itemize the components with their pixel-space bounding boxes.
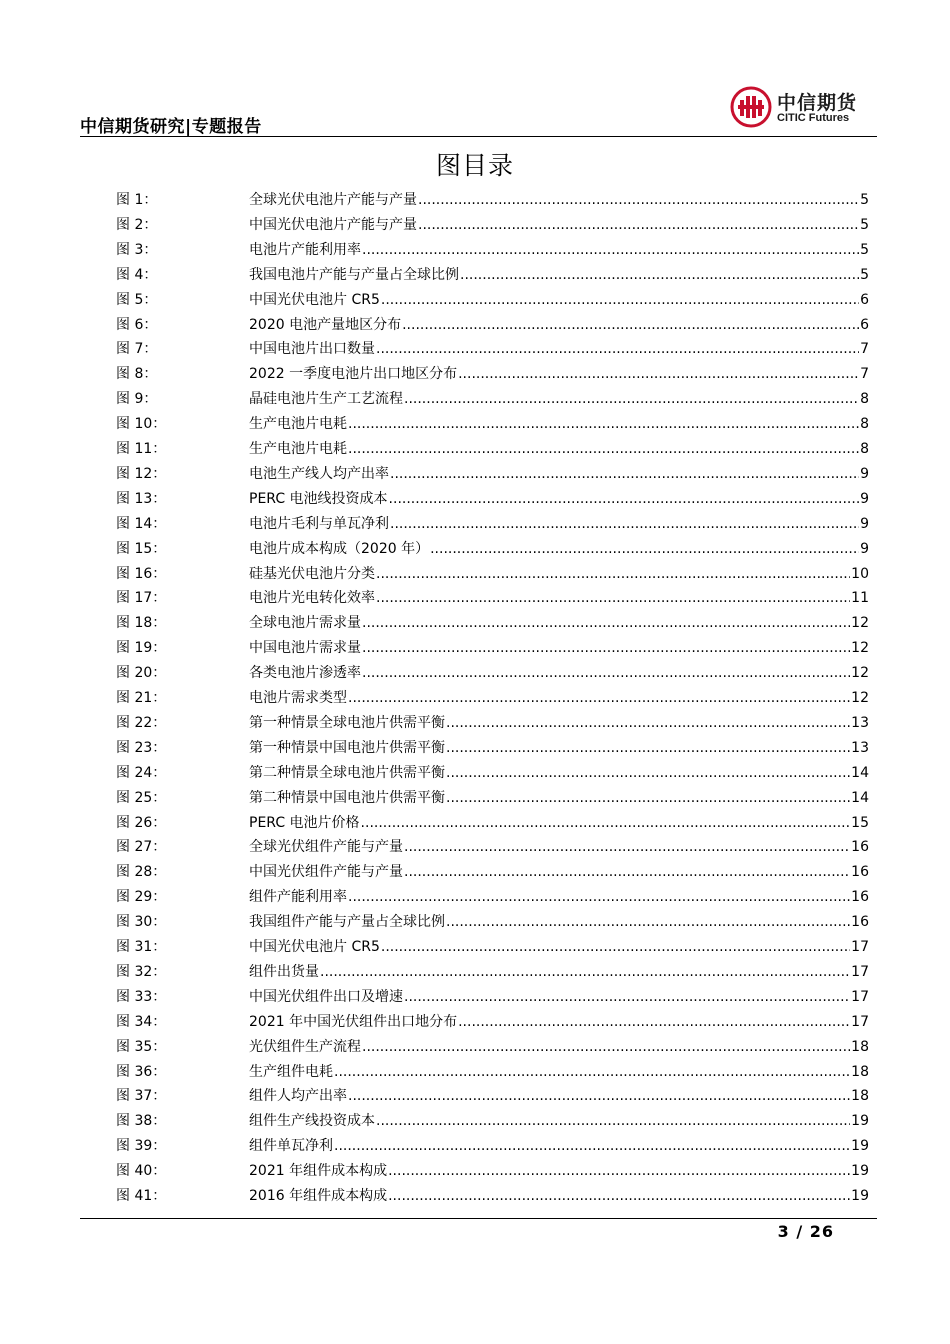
toc-row[interactable] — [0, 437, 950, 461]
toc-page-number: 9 — [860, 515, 869, 532]
toc-figure-title[interactable]: 组件产能利用率 — [249, 889, 347, 906]
toc-row[interactable] — [0, 1084, 950, 1108]
toc-figure-title[interactable]: 生产电池片电耗 — [249, 416, 347, 433]
toc-row[interactable] — [0, 686, 950, 710]
toc-figure-label: 图 30： — [116, 914, 167, 931]
toc-figure-title[interactable]: 中国光伏电池片 CR5 — [249, 291, 380, 308]
toc-figure-title[interactable]: 中国光伏电池片 CR5 — [249, 939, 380, 955]
toc-entry[interactable] — [249, 686, 869, 710]
toc-row[interactable] — [0, 835, 950, 859]
toc-row[interactable] — [0, 537, 950, 561]
toc-dot-leader — [446, 711, 850, 735]
toc-page-number: 8 — [860, 416, 869, 433]
toc-figure-title[interactable]: 中国电池片需求量 — [249, 640, 361, 657]
toc-entry[interactable] — [249, 761, 869, 785]
toc-figure-title[interactable]: 电池片毛利与单瓦净利 — [249, 515, 389, 532]
toc-entry[interactable] — [249, 412, 869, 436]
toc-entry[interactable] — [249, 1134, 869, 1158]
toc-dot-leader — [362, 611, 850, 635]
toc-dot-leader — [334, 1134, 850, 1158]
toc-figure-title[interactable]: 中国光伏电池片产能与产量 — [249, 216, 417, 233]
toc-page-number: 17 — [851, 988, 869, 1005]
toc-row[interactable] — [0, 1134, 950, 1158]
toc-figure-title[interactable]: 硅基光伏电池片分类 — [249, 565, 375, 582]
footer-divider — [80, 1218, 877, 1219]
toc-dot-leader — [362, 1035, 850, 1059]
toc-dot-leader — [348, 686, 850, 710]
toc-dot-leader — [381, 935, 850, 959]
toc-figure-label: 图 2： — [116, 216, 158, 233]
toc-figure-label: 图 31： — [116, 939, 167, 955]
report-header-title: 中信期货研究|专题报告 — [80, 117, 262, 137]
toc-row[interactable] — [0, 288, 950, 312]
logo-chinese-name: 中信期货 — [777, 92, 858, 114]
toc-dot-leader — [390, 462, 859, 486]
toc-dot-leader — [458, 362, 859, 386]
toc-page-number: 7 — [860, 366, 869, 383]
toc-entry[interactable] — [249, 960, 869, 984]
toc-entry[interactable] — [249, 337, 869, 361]
toc-entry[interactable] — [249, 786, 869, 810]
toc-page-number: 6 — [860, 316, 869, 333]
toc-figure-label: 图 1： — [116, 192, 158, 208]
toc-page-number: 18 — [851, 1063, 869, 1080]
toc-figure-title[interactable]: PERC 电池线投资成本 — [249, 490, 388, 507]
toc-dot-leader — [402, 313, 859, 337]
toc-figure-label: 图 15： — [116, 540, 167, 557]
toc-page-number: 9 — [860, 465, 869, 482]
toc-dot-leader — [376, 586, 850, 610]
toc-figure-label: 图 11： — [116, 441, 167, 457]
toc-figure-title[interactable]: 全球光伏电池片产能与产量 — [249, 192, 417, 208]
toc-row[interactable] — [0, 1010, 950, 1034]
toc-figure-title[interactable]: 第二种情景中国电池片供需平衡 — [249, 789, 445, 806]
toc-figure-label: 图 36： — [116, 1063, 167, 1080]
toc-dot-leader — [460, 263, 859, 287]
toc-figure-label: 图 37： — [116, 1088, 167, 1105]
page-number: 3 / 26 — [777, 1222, 834, 1241]
toc-figure-title[interactable]: 2021 年中国光伏组件出口地分布 — [249, 1013, 458, 1030]
toc-dot-leader — [390, 512, 859, 536]
toc-row[interactable] — [0, 611, 950, 635]
toc-dot-leader — [404, 860, 850, 884]
toc-page-number: 8 — [860, 441, 869, 457]
toc-figure-label: 图 22： — [116, 714, 167, 731]
toc-figure-label: 图 26： — [116, 814, 167, 831]
toc-figure-label: 图 6： — [116, 316, 158, 333]
toc-figure-title[interactable]: 2016 年组件成本构成 — [249, 1188, 388, 1204]
toc-entry[interactable] — [249, 586, 869, 610]
toc-row[interactable] — [0, 1184, 950, 1208]
toc-dot-leader — [388, 1184, 850, 1208]
toc-page-number: 13 — [851, 739, 869, 756]
toc-page-number: 16 — [851, 889, 869, 906]
toc-row[interactable] — [0, 562, 950, 586]
toc-dot-leader — [389, 487, 860, 511]
toc-entry[interactable] — [249, 1109, 869, 1133]
toc-dot-leader — [362, 238, 859, 262]
toc-page-number: 19 — [851, 1163, 869, 1180]
toc-figure-title[interactable]: 组件生产线投资成本 — [249, 1113, 375, 1130]
toc-row[interactable] — [0, 761, 950, 785]
toc-dot-leader — [320, 960, 850, 984]
toc-page-number: 8 — [860, 391, 869, 408]
toc-figure-label: 图 25： — [116, 789, 167, 806]
toc-page-number: 13 — [851, 714, 869, 731]
toc-figure-label: 图 8： — [116, 366, 158, 383]
toc-figure-title[interactable]: 电池片产能利用率 — [249, 241, 361, 258]
toc-row[interactable] — [0, 238, 950, 262]
toc-figure-label: 图 24： — [116, 764, 167, 781]
toc-entry[interactable] — [249, 263, 869, 287]
toc-page-number: 16 — [851, 914, 869, 931]
toc-row[interactable] — [0, 387, 950, 411]
toc-dot-leader — [404, 985, 850, 1009]
toc-page-number: 18 — [851, 1038, 869, 1055]
toc-figure-title[interactable]: 第二种情景全球电池片供需平衡 — [249, 764, 445, 781]
toc-figure-label: 图 23： — [116, 739, 167, 756]
toc-page-number: 17 — [851, 963, 869, 980]
toc-dot-leader — [348, 885, 850, 909]
toc-dot-leader — [446, 786, 850, 810]
toc-entry[interactable] — [249, 512, 869, 536]
toc-figure-label: 图 10： — [116, 416, 167, 433]
toc-row[interactable] — [0, 313, 950, 337]
toc-row[interactable] — [0, 1060, 950, 1084]
toc-entry[interactable] — [249, 238, 869, 262]
toc-dot-leader — [361, 811, 851, 835]
toc-entry[interactable] — [249, 487, 869, 511]
toc-dot-leader — [376, 562, 850, 586]
toc-page-number: 12 — [851, 640, 869, 657]
toc-figure-title[interactable]: 全球光伏组件产能与产量 — [249, 839, 403, 856]
toc-entry[interactable] — [249, 1084, 869, 1108]
toc-row[interactable] — [0, 935, 950, 959]
toc-row[interactable] — [0, 1035, 950, 1059]
toc-figure-label: 图 39： — [116, 1138, 167, 1155]
toc-page-number: 12 — [851, 690, 869, 706]
toc-dot-leader — [348, 437, 859, 461]
page-title: 图目录 — [435, 151, 514, 180]
toc-entry[interactable] — [249, 313, 869, 337]
toc-dot-leader — [362, 636, 850, 660]
toc-figure-title[interactable]: 生产电池片电耗 — [249, 441, 347, 457]
toc-figure-label: 图 21： — [116, 690, 167, 706]
toc-row[interactable] — [0, 188, 950, 212]
toc-entry[interactable] — [249, 935, 869, 959]
toc-row[interactable] — [0, 811, 950, 835]
toc-dot-leader — [430, 537, 859, 561]
toc-page-number: 17 — [851, 1013, 869, 1030]
toc-row[interactable] — [0, 711, 950, 735]
toc-figure-label: 图 20： — [116, 665, 167, 682]
toc-entry[interactable] — [249, 362, 869, 386]
toc-dot-leader — [404, 835, 850, 859]
toc-row[interactable] — [0, 860, 950, 884]
toc-entry[interactable] — [249, 910, 869, 934]
toc-figure-label: 图 3： — [116, 241, 158, 258]
toc-entry[interactable] — [249, 1060, 869, 1084]
toc-page-number: 5 — [860, 241, 869, 258]
toc-dot-leader — [458, 1010, 850, 1034]
toc-figure-title[interactable]: 中国光伏组件出口及增速 — [249, 988, 403, 1005]
toc-dot-leader — [381, 288, 859, 312]
toc-page-number: 7 — [860, 341, 869, 358]
toc-figure-title[interactable]: 第一种情景中国电池片供需平衡 — [249, 739, 445, 756]
toc-entry[interactable] — [249, 885, 869, 909]
toc-page-number: 5 — [860, 216, 869, 233]
toc-page-number: 19 — [851, 1188, 869, 1204]
toc-page-number: 12 — [851, 665, 869, 682]
toc-figure-label: 图 4： — [116, 266, 158, 283]
toc-page-number: 18 — [851, 1088, 869, 1105]
toc-row[interactable] — [0, 412, 950, 436]
toc-dot-leader — [446, 910, 850, 934]
toc-page-number: 6 — [860, 291, 869, 308]
toc-entry[interactable] — [249, 611, 869, 635]
toc-figure-label: 图 27： — [116, 839, 167, 856]
toc-entry[interactable] — [249, 661, 869, 685]
toc-entry[interactable] — [249, 387, 869, 411]
toc-dot-leader — [348, 412, 859, 436]
toc-row[interactable] — [0, 213, 950, 237]
toc-page-number: 5 — [860, 266, 869, 283]
toc-row[interactable] — [0, 512, 950, 536]
toc-row[interactable] — [0, 1109, 950, 1133]
toc-row[interactable] — [0, 885, 950, 909]
toc-dot-leader — [348, 1084, 850, 1108]
toc-figure-title[interactable]: 我国组件产能与产量占全球比例 — [249, 914, 445, 931]
toc-figure-title[interactable]: 电池片需求类型 — [249, 690, 347, 706]
toc-entry[interactable] — [249, 711, 869, 735]
toc-entry[interactable] — [249, 1159, 869, 1183]
toc-figure-title[interactable]: 电池片光电转化效率 — [249, 590, 375, 607]
toc-figure-label: 图 9： — [116, 391, 158, 408]
toc-dot-leader — [388, 1159, 850, 1183]
toc-entry[interactable] — [249, 288, 869, 312]
toc-row[interactable] — [0, 736, 950, 760]
toc-entry[interactable] — [249, 985, 869, 1009]
toc-row[interactable] — [0, 661, 950, 685]
toc-figure-title[interactable]: 组件人均产出率 — [249, 1088, 347, 1105]
toc-figure-title[interactable]: 中国光伏组件产能与产量 — [249, 864, 403, 881]
toc-figure-label: 图 32： — [116, 963, 167, 980]
toc-dot-leader — [446, 736, 850, 760]
toc-dot-leader — [376, 1109, 850, 1133]
toc-figure-label: 图 28： — [116, 864, 167, 881]
toc-entry[interactable] — [249, 860, 869, 884]
toc-row[interactable] — [0, 1159, 950, 1183]
toc-figure-title[interactable]: 2020 电池产量地区分布 — [249, 316, 402, 333]
toc-row[interactable] — [0, 960, 950, 984]
toc-figure-label: 图 35： — [116, 1038, 167, 1055]
toc-figure-label: 图 17： — [116, 590, 167, 607]
toc-figure-label: 图 38： — [116, 1113, 167, 1130]
toc-figure-title[interactable]: 第一种情景全球电池片供需平衡 — [249, 714, 445, 731]
toc-entry[interactable] — [249, 462, 869, 486]
toc-figure-title[interactable]: 2021 年组件成本构成 — [249, 1163, 388, 1180]
toc-dot-leader — [362, 661, 850, 685]
logo-english-name: CITIC Futures — [777, 112, 850, 124]
toc-row[interactable] — [0, 636, 950, 660]
toc-entry[interactable] — [249, 1035, 869, 1059]
toc-row[interactable] — [0, 337, 950, 361]
toc-figure-title[interactable]: 生产组件电耗 — [249, 1063, 333, 1080]
toc-figure-title[interactable]: 晶硅电池片生产工艺流程 — [249, 391, 403, 408]
toc-row[interactable] — [0, 263, 950, 287]
toc-figure-title[interactable]: 2022 一季度电池片出口地区分布 — [249, 366, 458, 383]
toc-figure-label: 图 5： — [116, 291, 158, 308]
toc-figure-label: 图 29： — [116, 889, 167, 906]
toc-figure-title[interactable]: 全球电池片需求量 — [249, 615, 361, 632]
toc-figure-title[interactable]: 中国电池片出口数量 — [249, 341, 375, 358]
toc-row[interactable] — [0, 985, 950, 1009]
toc-figure-label: 图 40： — [116, 1163, 167, 1180]
header-divider — [80, 136, 877, 137]
toc-page-number: 16 — [851, 864, 869, 881]
toc-figure-title[interactable]: 光伏组件生产流程 — [249, 1038, 361, 1055]
toc-figure-label: 图 34： — [116, 1013, 167, 1030]
toc-row[interactable] — [0, 462, 950, 486]
toc-figure-label: 图 16： — [116, 565, 167, 582]
toc-page-number: 19 — [851, 1138, 869, 1155]
toc-figure-title[interactable]: 电池生产线人均产出率 — [249, 465, 389, 482]
toc-entry[interactable] — [249, 736, 869, 760]
toc-dot-leader — [446, 761, 850, 785]
toc-row[interactable] — [0, 487, 950, 511]
toc-entry[interactable] — [249, 188, 869, 212]
toc-figure-label: 图 7： — [116, 341, 158, 358]
toc-figure-label: 图 41： — [116, 1188, 167, 1204]
toc-entry[interactable] — [249, 636, 869, 660]
toc-dot-leader — [418, 213, 859, 237]
toc-figure-title[interactable]: 电池片成本构成（2020 年） — [249, 540, 430, 557]
toc-figure-label: 图 13： — [116, 490, 167, 507]
toc-row[interactable] — [0, 910, 950, 934]
toc-page-number: 16 — [851, 839, 869, 856]
toc-row[interactable] — [0, 586, 950, 610]
toc-entry[interactable] — [249, 537, 869, 561]
toc-figure-title[interactable]: 各类电池片渗透率 — [249, 665, 361, 682]
toc-dot-leader — [334, 1060, 850, 1084]
toc-figure-label: 图 19： — [116, 640, 167, 657]
toc-figure-title[interactable]: 组件出货量 — [249, 963, 319, 980]
toc-page-number: 12 — [851, 615, 869, 632]
toc-dot-leader — [418, 188, 859, 212]
toc-entry[interactable] — [249, 213, 869, 237]
toc-page-number: 5 — [860, 192, 869, 208]
toc-figure-title[interactable]: 组件单瓦净利 — [249, 1138, 333, 1155]
toc-page-number: 9 — [860, 540, 869, 557]
toc-entry[interactable] — [249, 835, 869, 859]
toc-page-number: 9 — [860, 490, 869, 507]
toc-page-number: 15 — [851, 814, 869, 831]
toc-figure-label: 图 18： — [116, 615, 167, 632]
toc-dot-leader — [376, 337, 859, 361]
toc-page-number: 14 — [851, 764, 869, 781]
toc-row[interactable] — [0, 786, 950, 810]
toc-entry[interactable] — [249, 562, 869, 586]
toc-page-number: 11 — [851, 590, 869, 607]
toc-figure-label: 图 14： — [116, 515, 167, 532]
toc-entry[interactable] — [249, 811, 869, 835]
citic-logo-icon — [730, 86, 772, 128]
citic-futures-logo — [730, 86, 880, 130]
toc-entry[interactable] — [249, 437, 869, 461]
toc-figure-label: 图 33： — [116, 988, 167, 1005]
toc-entry[interactable] — [249, 1010, 869, 1034]
toc-page-number: 10 — [851, 565, 869, 582]
toc-entry[interactable] — [249, 1184, 869, 1208]
toc-dot-leader — [404, 387, 859, 411]
toc-figure-title[interactable]: 我国电池片产能与产量占全球比例 — [249, 266, 459, 283]
toc-figure-label: 图 12： — [116, 465, 167, 482]
toc-page-number: 17 — [851, 939, 869, 955]
toc-figure-title[interactable]: PERC 电池片价格 — [249, 814, 360, 831]
toc-page-number: 19 — [851, 1113, 869, 1130]
toc-page-number: 14 — [851, 789, 869, 806]
toc-row[interactable] — [0, 362, 950, 386]
